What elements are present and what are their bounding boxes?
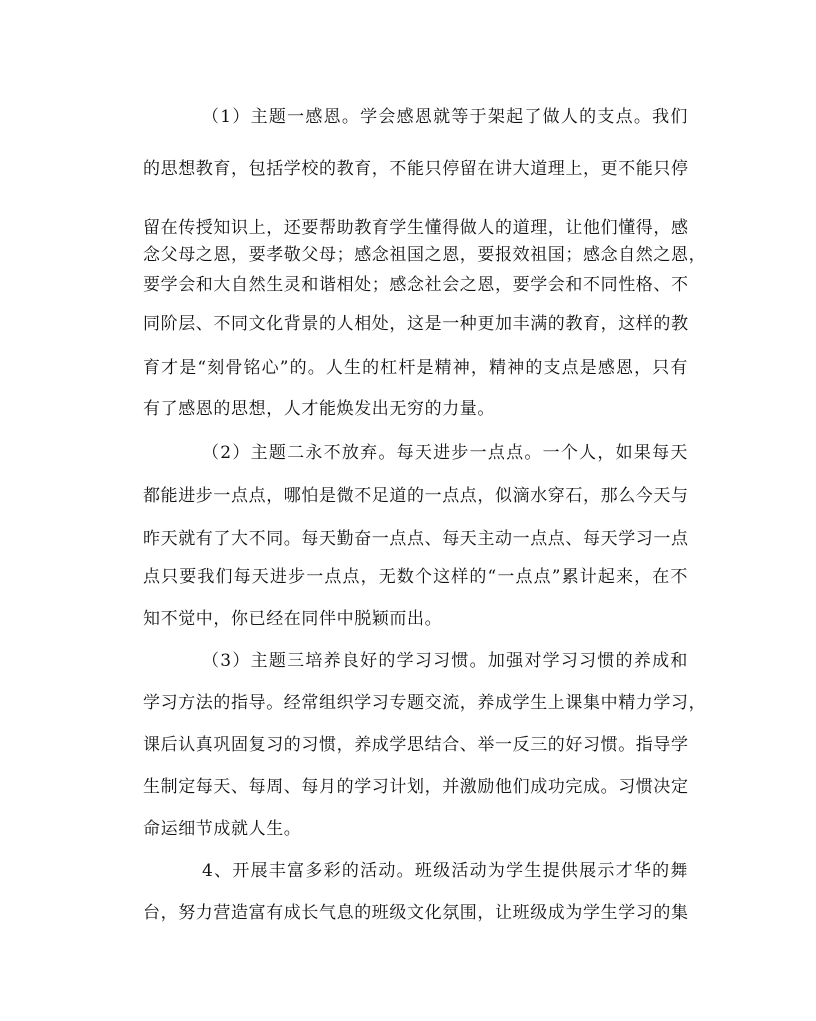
paragraph-2-line-5: 知不觉中，你已经在同伴中脱颖而出。 <box>143 609 443 629</box>
paragraph-3-line-3: 课后认真巩固复习的习惯，养成学思结合、举一反三的好习惯。指导学 <box>143 735 689 755</box>
paragraph-3-line-2: 学习方法的指导。经常组织学习专题交流，养成学生上课集中精力学习， <box>143 693 707 713</box>
paragraph-1-line-2: 的思想教育，包括学校的教育，不能只停留在讲大道理上，更不能只停 <box>143 159 689 179</box>
paragraph-1-line-7: 育才是“刻骨铭心”的。人生的杠杆是精神，精神的支点是感恩，只有 <box>143 358 688 378</box>
paragraph-3-line-5: 命运细节成就人生。 <box>143 819 302 839</box>
paragraph-1-line-8: 有了感恩的思想，人才能焕发出无穷的力量。 <box>143 399 495 419</box>
paragraph-3-line-1: （3）主题三培养良好的学习习惯。加强对学习习惯的养成和 <box>202 651 688 671</box>
paragraph-3-line-4: 生制定每天、每周、每月的学习计划，并激励他们成功完成。习惯决定 <box>143 777 689 797</box>
paragraph-2-line-4: 点只要我们每天进步一点点，无数个这样的“一点点”累计起来，在不 <box>143 567 688 587</box>
paragraph-2-line-3: 昨天就有了大不同。每天勤奋一点点、每天主动一点点、每天学习一点 <box>143 529 689 549</box>
paragraph-1-line-4: 念父母之恩，要孝敬父母；感念祖国之恩，要报效祖国；感念自然之恩， <box>143 245 707 265</box>
paragraph-1-line-1: （1）主题一感恩。学会感恩就等于架起了做人的支点。我们 <box>202 107 688 127</box>
paragraph-2-line-1: （2）主题二永不放弃。每天进步一点点。一个人，如果每天 <box>202 443 688 463</box>
paragraph-4-line-2: 台，努力营造富有成长气息的班级文化氛围，让班级成为学生学习的集 <box>143 903 689 923</box>
paragraph-1-line-3: 留在传授知识上，还要帮助教育学生懂得做人的道理，让他们懂得，感 <box>143 218 689 238</box>
paragraph-1-line-5: 要学会和大自然生灵和谐相处；感念社会之恩，要学会和不同性格、不 <box>143 275 689 295</box>
paragraph-4-line-1: 4、开展丰富多彩的活动。班级活动为学生提供展示才华的舞 <box>202 861 688 881</box>
paragraph-2-line-2: 都能进步一点点，哪怕是微不足道的一点点，似滴水穿石，那么今天与 <box>143 486 689 506</box>
paragraph-1-line-6: 同阶层、不同文化背景的人相处，这是一种更加丰满的教育，这样的教 <box>143 314 689 334</box>
